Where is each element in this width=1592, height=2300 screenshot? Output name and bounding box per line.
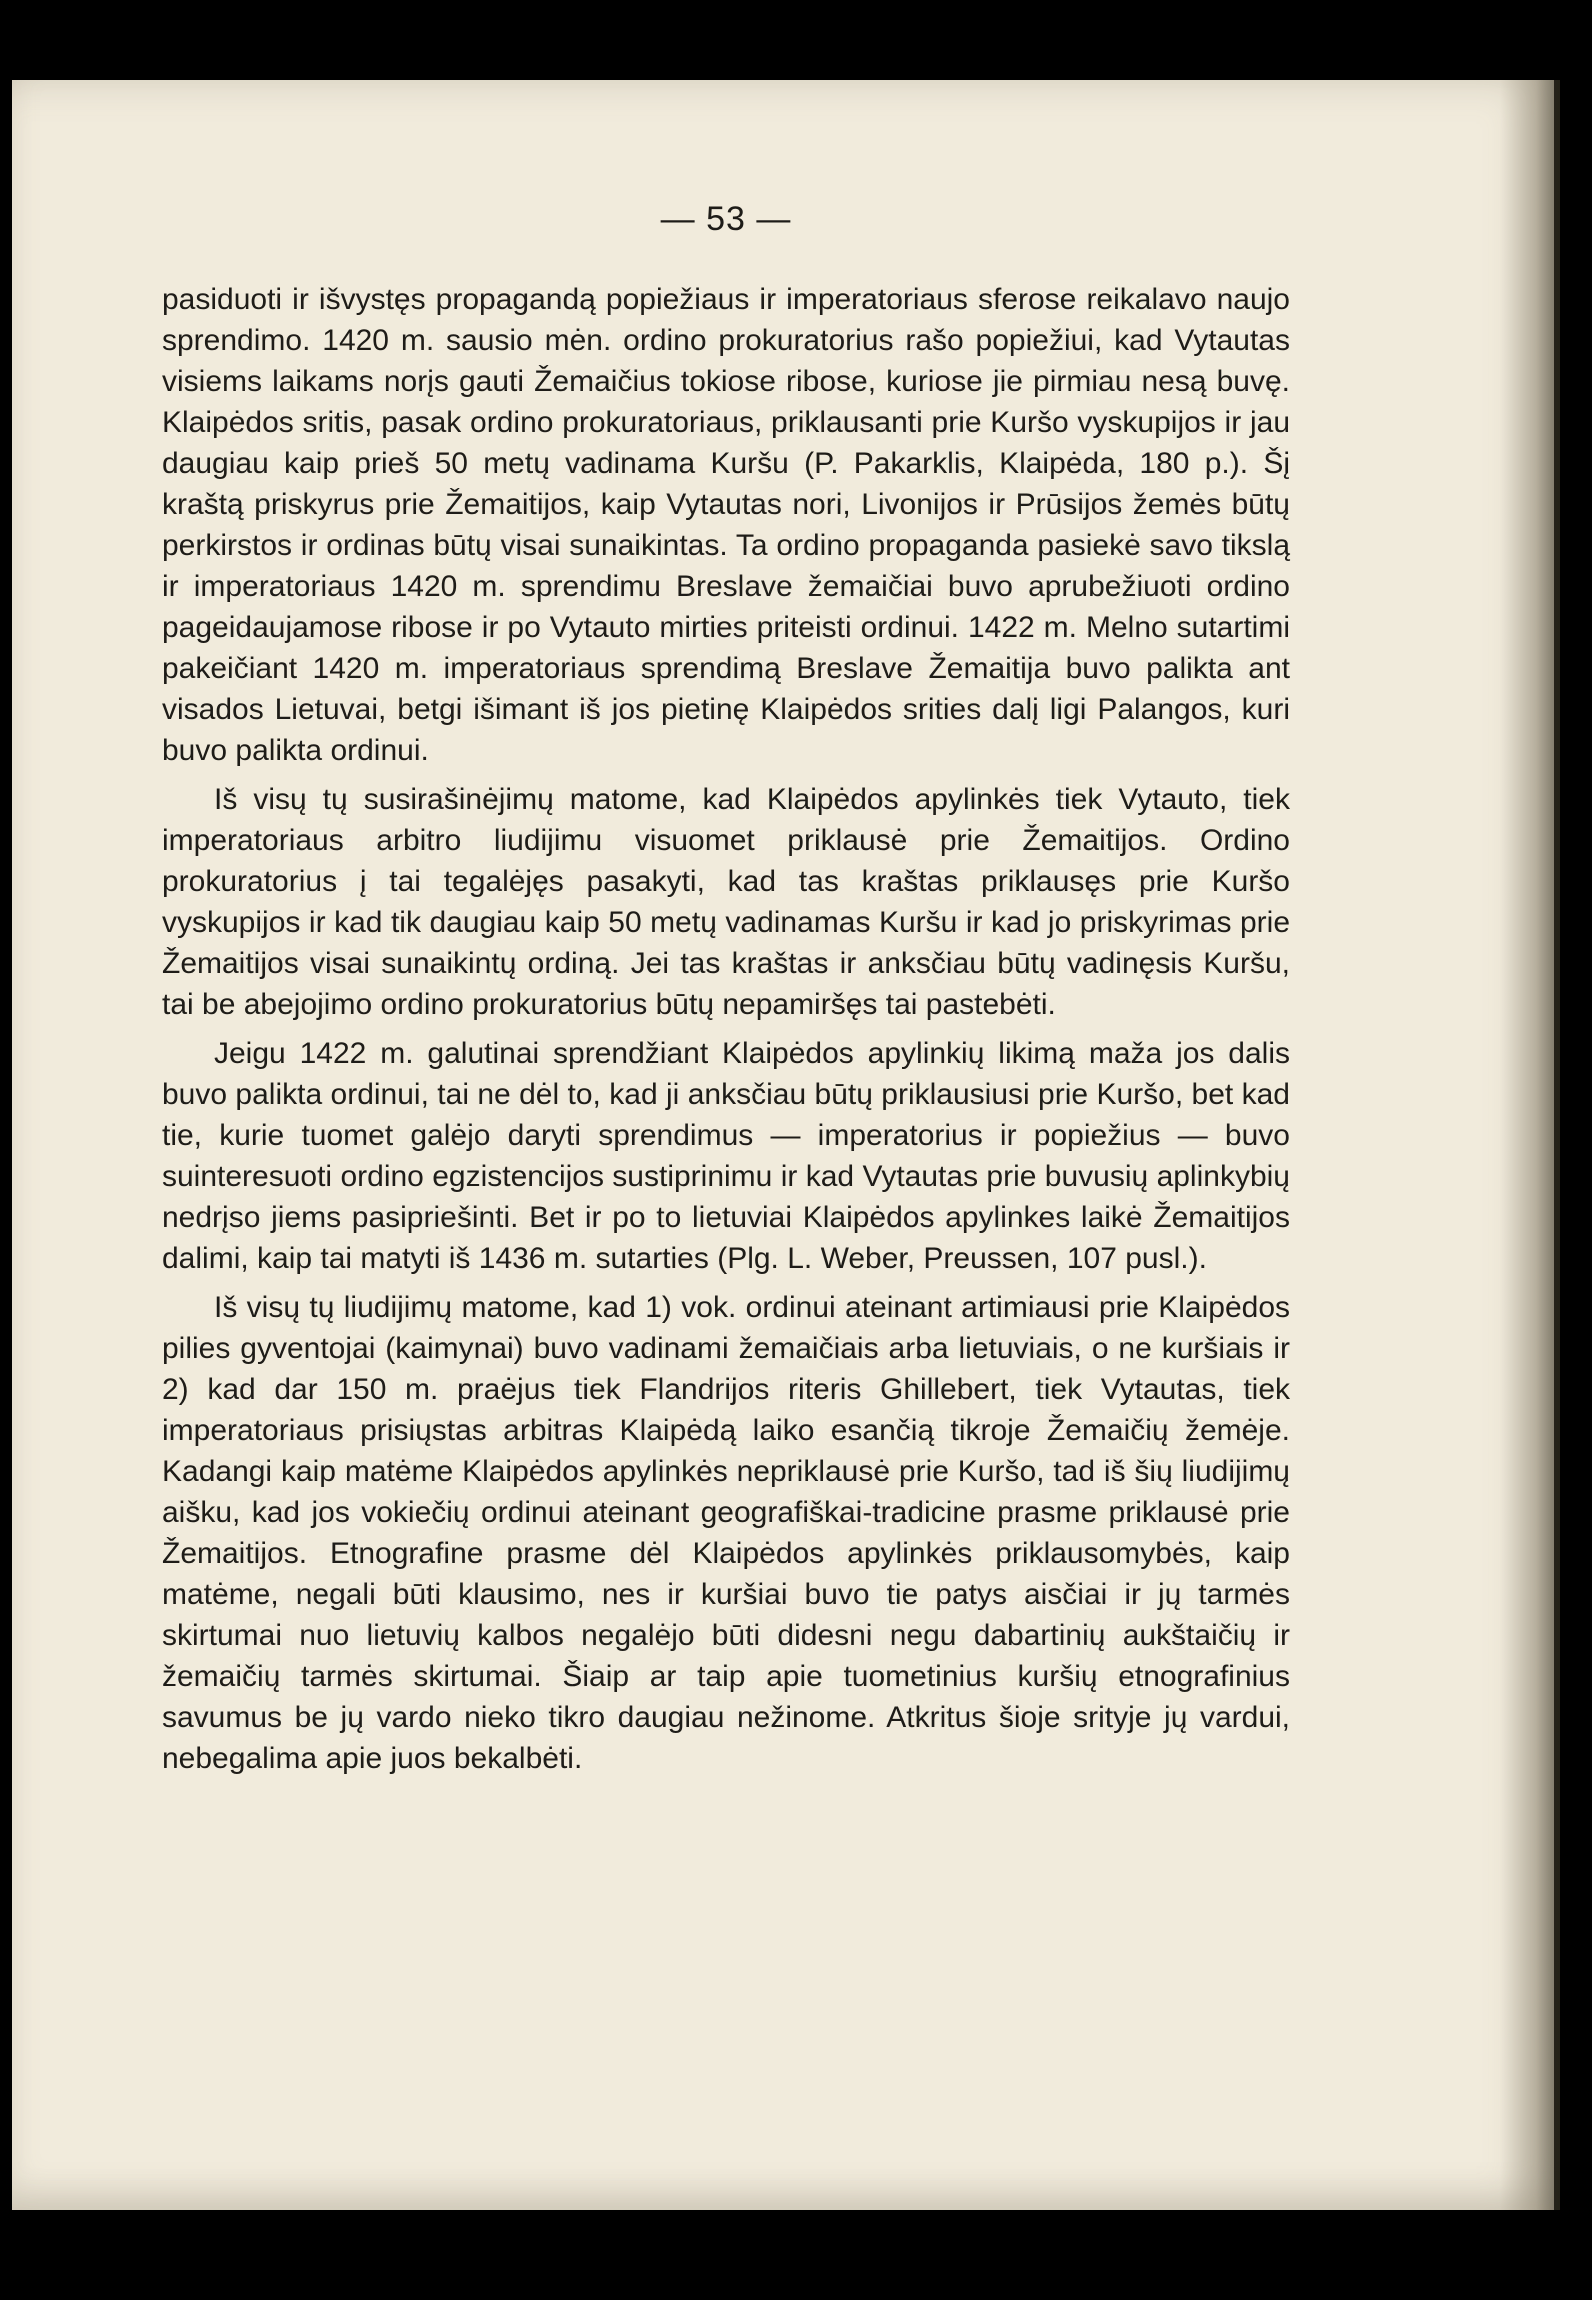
paragraph-2: Iš visų tų susirašinėjimų matome, kad Klaipėdos apylinkės tiek Vytauto, tiek imperatoriaus arbitro liudijimu visuomet priklausė prie Žemaitijos. Ordino prokuratorius į tai tegalėjęs pasakyti, kad tas kraštas priklausęs prie Kuršo vyskupijos ir kad tik daugiau kaip 50 metų vadinamas Kuršu ir kad jo priskyrimas prie Žemaitijos visai sunaikintų ordiną. Jei tas kraštas ir anksčiau būtų vadinęsis Kuršu, tai be abejojimo ordino prokuratorius būtų nepamiršęs tai pastebėti. <box>162 783 1290 1021</box>
page-text-block <box>162 200 1290 1787</box>
page-number: — 53 — <box>660 200 792 238</box>
paragraph-4: Iš visų tų liudijimų matome, kad 1) vok. ordinui ateinant artimiausi prie Klaipėdos pilies gyventojai (kaimynai) buvo vadinami žemaičiais arba lietuviais, o ne kuršiais ir 2) kad dar 150 m. praėjus tiek Flandrijos riteris Ghillebert, tiek Vytautas, tiek imperatoriaus prisiųstas arbitras Klaipėdą laiko esančią tikroje Žemaičių žemėje. Kadangi kaip matėme Klaipėdos apylinkės nepriklausė prie Kuršo, tad iš šių liudijimų aišku, kad jos vokiečių ordinui ateinant geografiškai-tradicine prasme priklausė prie Žemaitijos. Etnografine prasme dėl Klaipėdos apylinkės priklausomybės, kaip matėme, negali būti klausimo, nes ir kuršiai buvo tie patys aisčiai ir jų tarmės skirtumai nuo lietuvių kalbos negalėjo būti didesni negu dabartinių aukštaičių ir žemaičių tarmės skirtumai. Šiaip ar taip apie tuometinius kuršių etnografinius savumus be jų vardo nieko tikro daugiau nežinome. Atkritus šioje srityje jų vardui, nebegalima apie juos bekalbėti. <box>162 1291 1290 1775</box>
paragraph-3: Jeigu 1422 m. galutinai sprendžiant Klaipėdos apylinkių likimą maža jos dalis buvo palikta ordinui, tai ne dėl to, kad ji anksčiau būtų priklausiusi prie Kuršo, bet kad tie, kurie tuomet galėjo daryti sprendimus — imperatorius ir popiežius — buvo suinteresuoti ordino egzistencijos sustiprinimu ir kad Vytautas prie buvusių aplinkybių nedrįso jiems pasipriešinti. Bet ir po to lietuviai Klaipėdos apylinkes laikė Žemaitijos dalimi, kaip tai matyti iš 1436 m. sutarties (Plg. L. Weber, Preussen, 107 pusl.). <box>162 1037 1290 1275</box>
page-gutter-shadow <box>1500 80 1560 2210</box>
paragraph-1: pasiduoti ir išvystęs propagandą popiežiaus ir imperatoriaus sferose reikalavo naujo sprendimo. 1420 m. sausio mėn. ordino prokuratorius rašo popiežiui, kad Vytautas visiems laikams norįs gauti Žemaičius tokiose ribose, kuriose jie pirmiau nesą buvę. Klaipėdos sritis, pasak ordino prokuratoriaus, priklausanti prie Kuršo vyskupijos ir jau daugiau kaip prieš 50 metų vadinama Kuršu (P. Pakarklis, Klaipėda, 180 p.). Šį kraštą priskyrus prie Žemaitijos, kaip Vytautas nori, Livonijos ir Prūsijos žemės būtų perkirstos ir ordinas būtų visai sunaikintas. Ta ordino propaganda pasiekė savo tikslą ir imperatoriaus 1420 m. sprendimu Breslave žemaičiai buvo aprubežiuoti ordino pageidaujamose ribose ir po Vytauto mirties priteisti ordinui. 1422 m. Melno sutartimi pakeičiant 1420 m. imperatoriaus sprendimą Breslave Žemaitija buvo palikta ant visados Lietuvai, betgi išimant iš jos pietinę Klaipėdos srities dalį ligi Palangos, kuri buvo palikta ordinui. <box>162 283 1290 767</box>
